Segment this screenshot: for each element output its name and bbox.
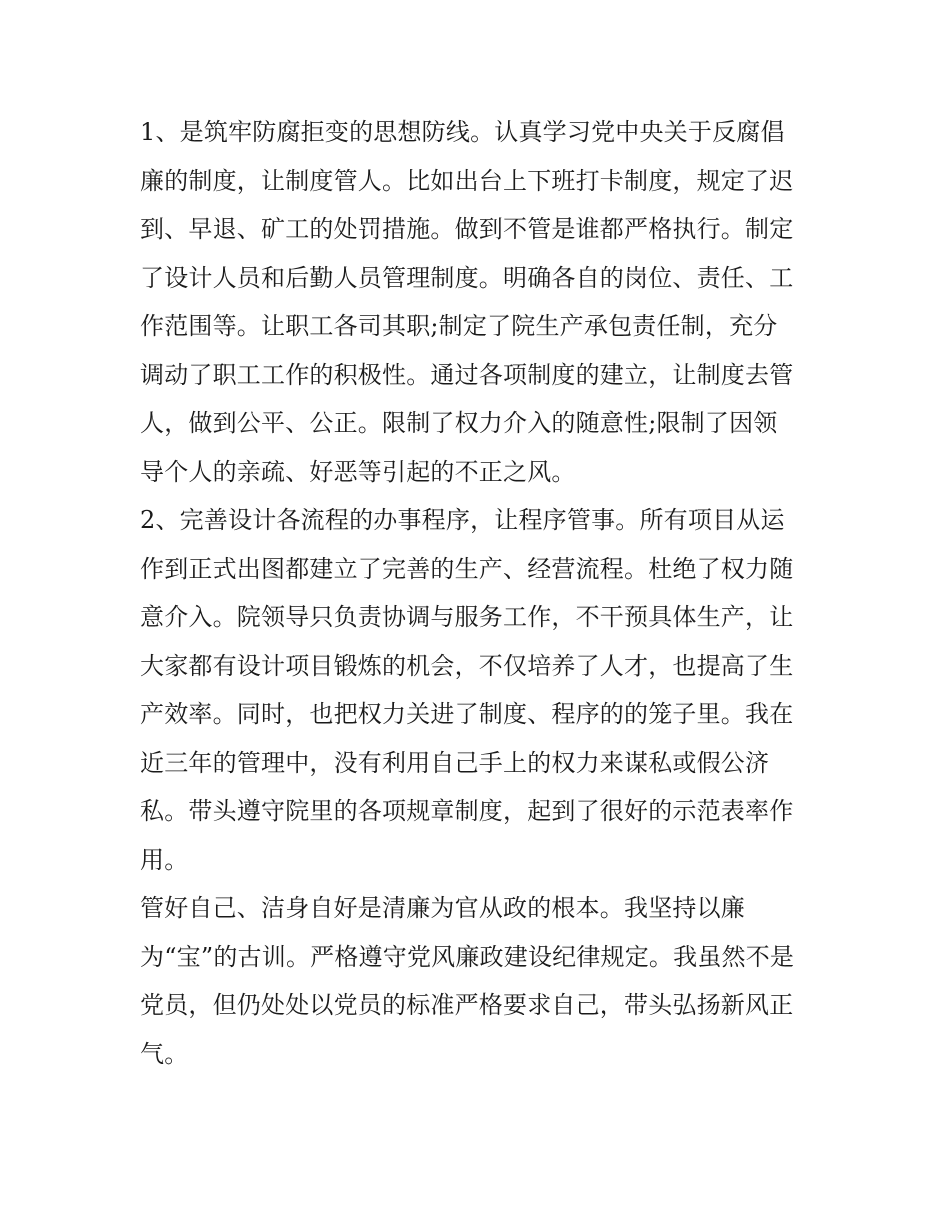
text-line: 大家都有设计项目锻炼的机会，不仅培养了人才，也提高了生: [140, 651, 794, 680]
text-line: 廉的制度，让制度管人。比如出台上下班打卡制度，规定了迟: [140, 166, 794, 195]
text-line: 私。带头遵守院里的各项规章制度，起到了很好的示范表率作: [140, 797, 794, 825]
text-line: 到、早退、矿工的处罚措施。做到不管是谁都严格执行。制定: [140, 215, 794, 243]
text-line: 调动了职工工作的积极性。通过各项制度的建立，让制度去管: [140, 360, 794, 389]
text-line: 近三年的管理中，没有利用自己手上的权力来谋私或假公济: [140, 748, 770, 777]
text-line: 导个人的亲疏、好恶等引起的不正之风。: [140, 457, 576, 486]
text-line: 为“宝”的古训。严格遵守党风廉政建设纪律规定。我虽然不是: [140, 942, 795, 971]
text-line: 意介入。院领导只负责协调与服务工作，不干预具体生产，让: [140, 603, 794, 631]
text-line: 产效率。同时，也把权力关进了制度、程序的的笼子里。我在: [140, 700, 794, 728]
text-line: 人，做到公平、公正。限制了权力介入的随意性;限制了因领: [140, 409, 778, 437]
text-line: 作范围等。让职工各司其职;制定了院生产承包责任制，充分: [140, 312, 778, 340]
text-line: 管好自己、洁身自好是清廉为官从政的根本。我坚持以廉: [140, 894, 745, 922]
text-line: 作到正式出图都建立了完善的生产、经营流程。杜绝了权力随: [140, 554, 794, 583]
text-line: 了设计人员和后勤人员管理制度。明确各自的岗位、责任、工: [140, 263, 794, 292]
text-line: 1、是筑牢防腐拒变的思想防线。认真学习党中央关于反腐倡: [140, 118, 785, 146]
text-line: 用。: [140, 845, 189, 874]
document-page: [140, 108, 812, 1078]
text-line: 2、完善设计各流程的办事程序，让程序管事。所有项目从运: [140, 506, 785, 534]
text-line: 气。: [140, 1039, 189, 1068]
text-line: 党员，但仍处处以党员的标准严格要求自己，带头弘扬新风正: [140, 991, 794, 1019]
